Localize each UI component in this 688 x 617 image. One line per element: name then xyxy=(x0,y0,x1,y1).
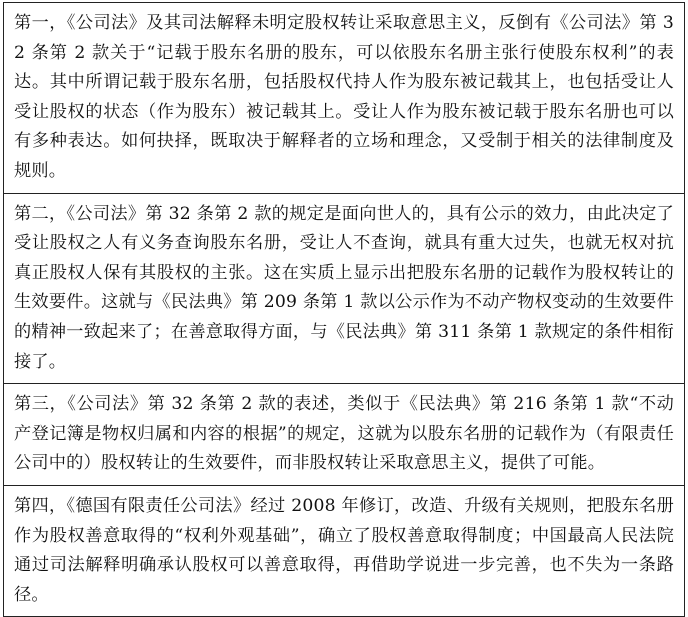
point-four-cell: 第四，《德国有限责任公司法》经过 2008 年修订，改造、升级有关规则，把股东名册作为股权善意取得的“权利外观基础”，确立了股权善意取得制度；中国最高人民法院通过司法解释明确承认股权可以善意取得，再借助学说进一步完善，也不失为一条路径。 xyxy=(4,485,685,616)
argument-table xyxy=(3,2,685,617)
table-row xyxy=(4,3,685,194)
point-one-cell: 第一，《公司法》及其司法解释未明定股权转让采取意思主义，反倒有《公司法》第 32 条第 2 款关于“记载于股东名册的股东，可以依股东名册主张行使股东权利”的表达。其中所谓记载于股东名册，包括股权代持人作为股东被记载其上，也包括受让人受让股权的状态（作为股东）被记载其上。受让人作为股东被记载于股东名册也可以有多种表达。如何抉择，既取决于解释者的立场和理念，又受制于相关的法律制度及规则。 xyxy=(4,3,685,194)
table-row xyxy=(4,193,685,384)
table-row xyxy=(4,384,685,486)
point-three-cell: 第三，《公司法》第 32 条第 2 款的表述，类似于《民法典》第 216 条第 1 款“不动产登记簿是物权归属和内容的根据”的规定，这就为以股东名册的记载作为（有限责任公司中的）股权转让的生效要件，而非股权转让采取意思主义，提供了可能。 xyxy=(4,384,685,486)
table-row xyxy=(4,485,685,616)
point-two-cell: 第二，《公司法》第 32 条第 2 款的规定是面向世人的，具有公示的效力，由此决定了受让股权之人有义务查询股东名册，受让人不查询，就具有重大过失，也就无权对抗真正股权人保有其股权的主张。这在实质上显示出把股东名册的记载作为股权转让的生效要件。这就与《民法典》第 209 条第 1 款以公示作为不动产物权变动的生效要件的精神一致起来了；在善意取得方面，与《民法典》第 311 条第 1 款规定的条件相衔接了。 xyxy=(4,193,685,384)
